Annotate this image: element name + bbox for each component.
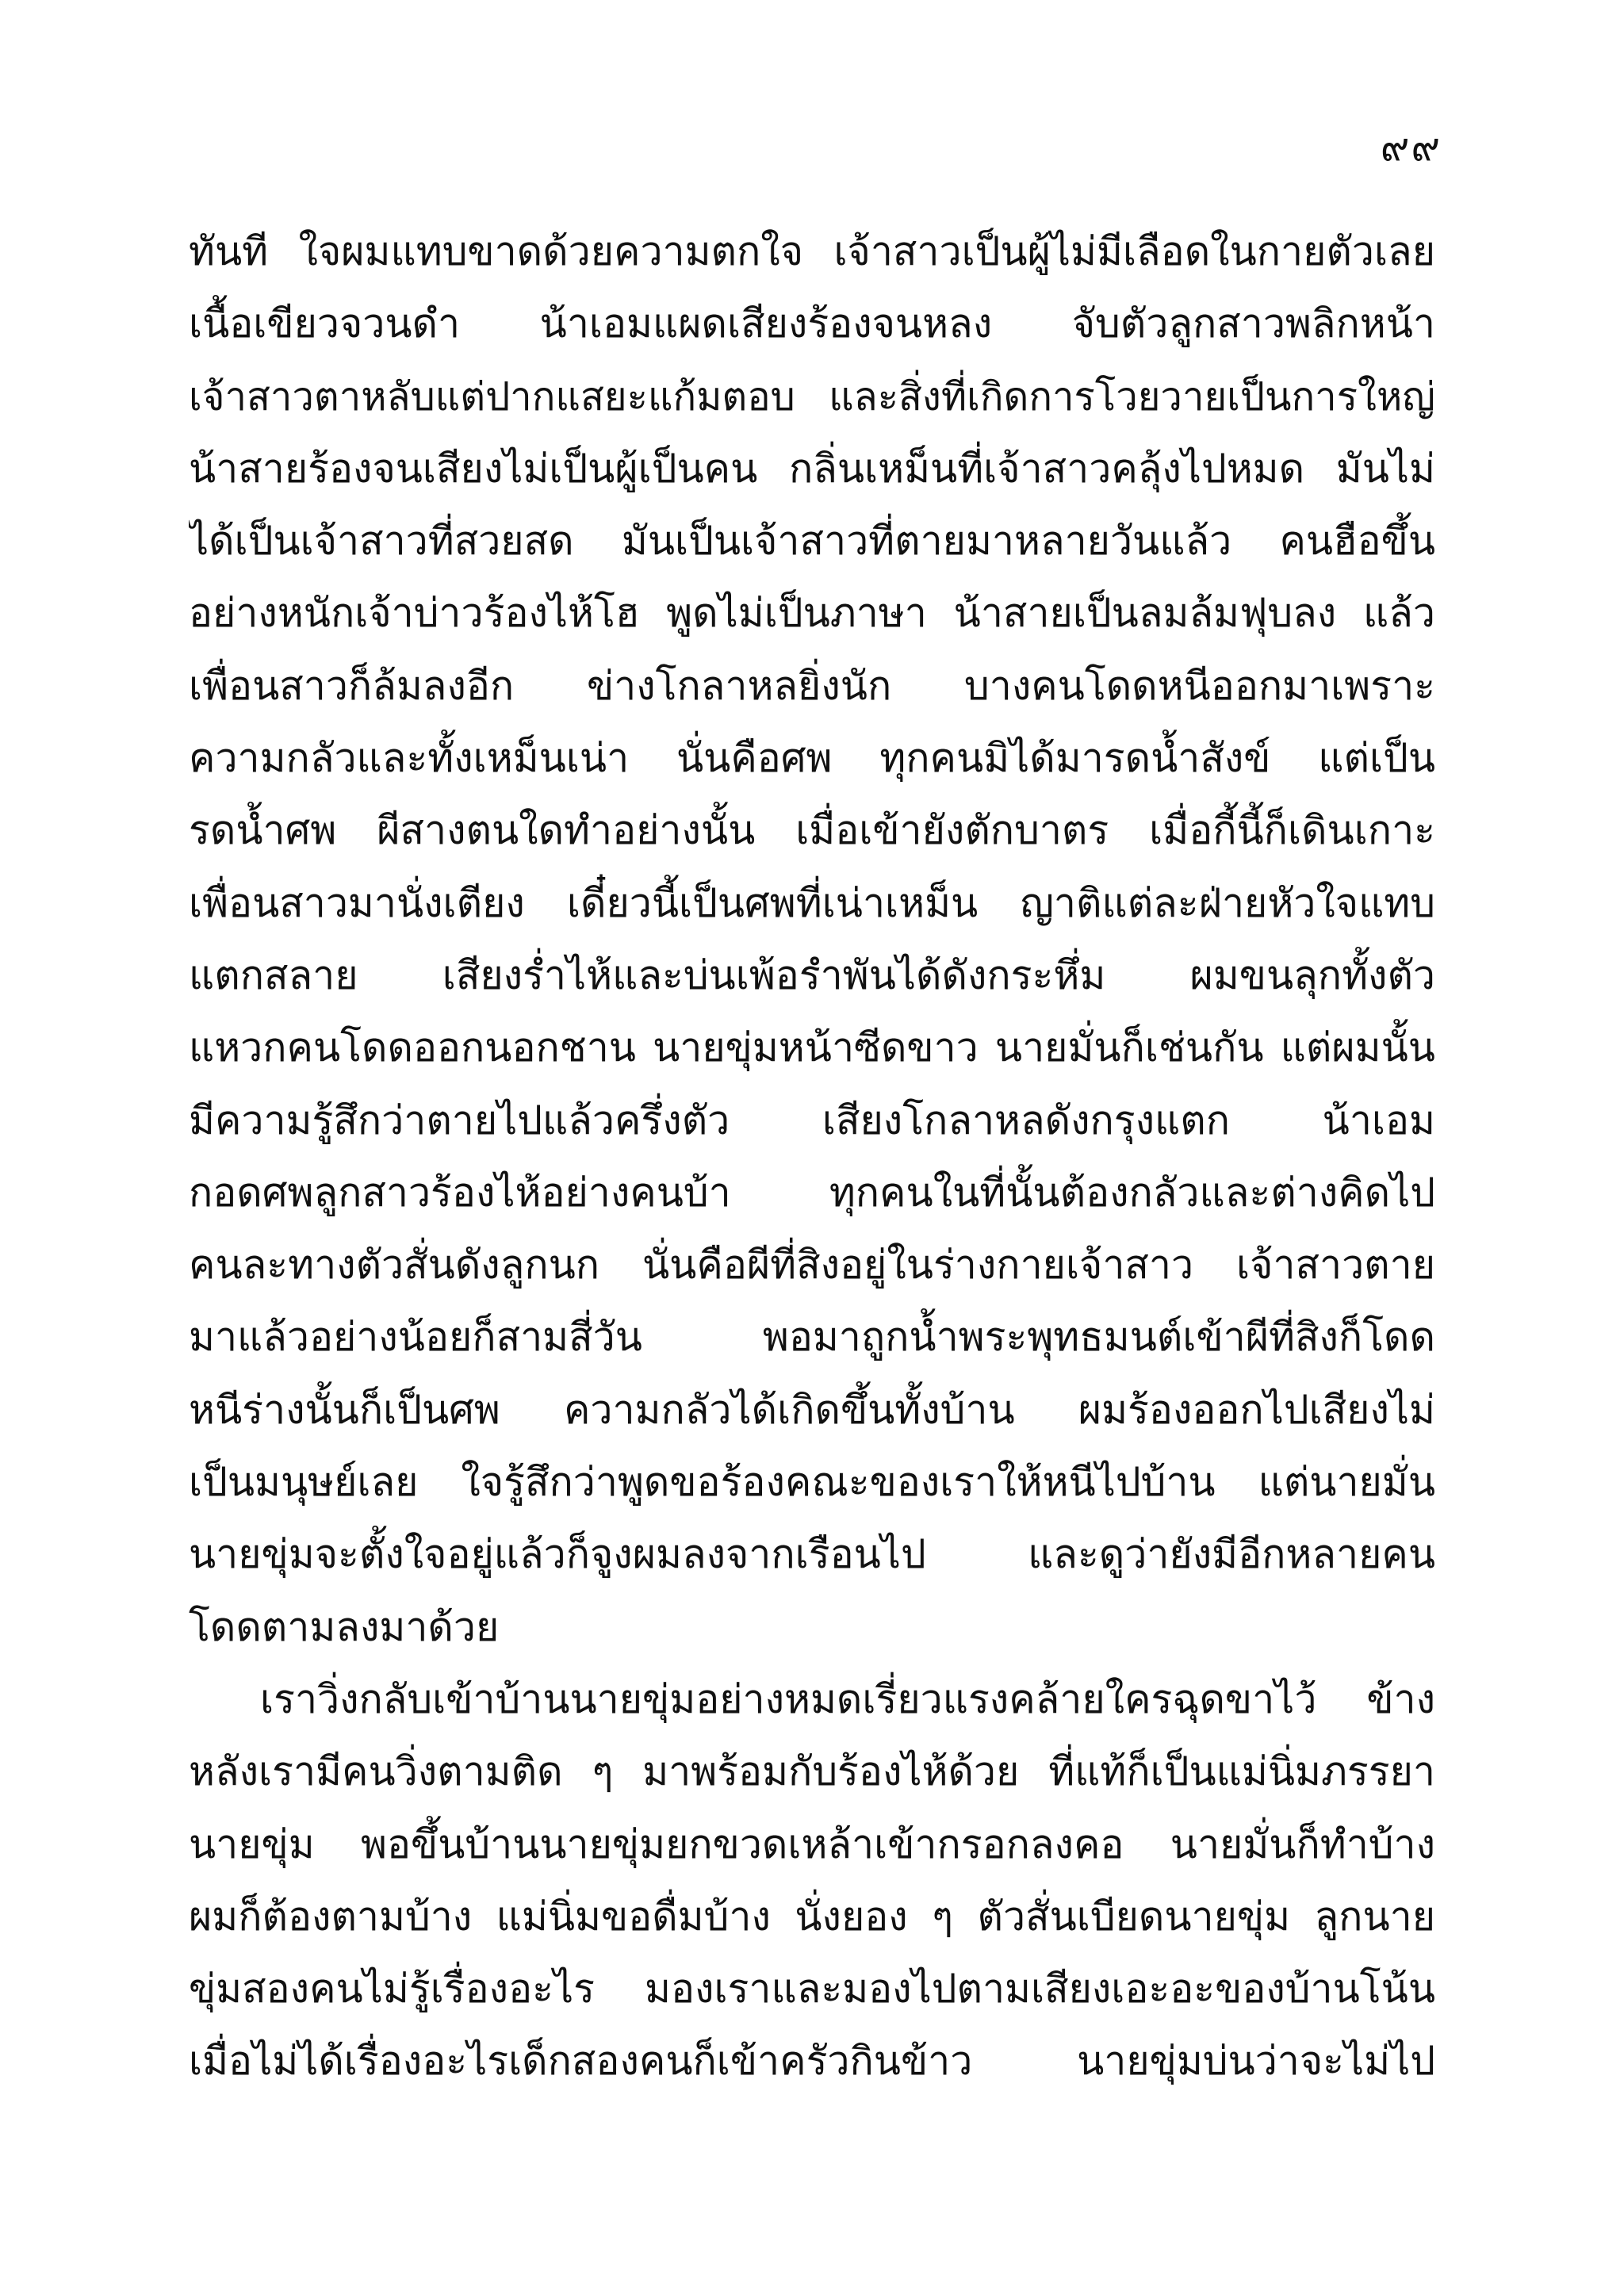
text-line: น้าสายร้องจนเสียงไม่เป็นผู้เป็นคน กลิ่นเหม็นที่เจ้าสาวคลุ้งไปหมด มันไม่: [189, 445, 1435, 492]
text-line: เมื่อไม่ได้เรื่องอะไรเด็กสองคนก็เข้าครัวกินข้าว นายขุ่มบ่นว่าจะไม่ไป: [189, 2038, 1435, 2085]
text-line: นายขุ่มจะตั้งใจอยู่แล้วก็จูงผมลงจากเรือนไป และดูว่ายังมีอีกหลายคน: [189, 1531, 1435, 1578]
text-line: เพื่อนสาวมานั่งเตียง เดี๋ยวนี้เป็นศพที่เน่าเหม็น ญาติแต่ละฝ่ายหัวใจแทบ: [189, 879, 1435, 926]
page-number: ๙๙: [1380, 124, 1442, 170]
body-text: [189, 216, 1435, 2098]
text-line: แหวกคนโดดออกนอกชาน นายขุ่มหน้าซีดขาว นายมั่นก็เช่นกัน แต่ผมนั้น: [189, 1024, 1435, 1071]
text-line: มาแล้วอย่างน้อยก็สามสี่วัน พอมาถูกน้ำพระพุทธมนต์เข้าผีที่สิงก็โดด: [189, 1314, 1435, 1361]
text-line: มีความรู้สึกว่าตายไปแล้วครึ่งตัว เสียงโกลาหลดังกรุงแตก น้าเอม: [189, 1097, 1435, 1143]
text-line: หลังเรามีคนวิ่งตามติด ๆ มาพร้อมกับร้องไห้ด้วย ที่แท้ก็เป็นแม่นิ่มภรรยา: [189, 1748, 1435, 1795]
text-line: รดน้ำศพ ผีสางตนใดทำอย่างนั้น เมื่อเข้ายังตักบาตร เมื่อกี้นี้ก็เดินเกาะ: [189, 807, 1435, 854]
text-line: กอดศพลูกสาวร้องไห้อย่างคนบ้า ทุกคนในที่นั้นต้องกลัวและต่างคิดไป: [189, 1169, 1435, 1216]
text-line: อย่างหนักเจ้าบ่าวร้องไห้โฮ พูดไม่เป็นภาษา น้าสายเป็นลมล้มฟุบลง แล้ว: [189, 590, 1435, 637]
text-line: เป็นมนุษย์เลย ใจรู้สึกว่าพูดขอร้องคณะของเราให้หนีไปบ้าน แต่นายมั่น: [189, 1459, 1435, 1506]
text-line: ขุ่มสองคนไม่รู้เรื่องอะไร มองเราและมองไปตามเสียงเอะอะของบ้านโน้น: [189, 1966, 1435, 2012]
text-line: หนีร่างนั้นก็เป็นศพ ความกลัวได้เกิดขึ้นทั้งบ้าน ผมร้องออกไปเสียงไม่: [189, 1386, 1435, 1433]
text-line: เพื่อนสาวก็ล้มลงอีก ข่างโกลาหลยิ่งนัก บางคนโดดหนีออกมาเพราะ: [189, 662, 1435, 709]
text-line: ผมก็ต้องตามบ้าง แม่นิ่มขอดื่มบ้าง นั่งยอง ๆ ตัวสั่นเบียดนายขุ่ม ลูกนาย: [189, 1893, 1435, 1940]
text-line: นายขุ่ม พอขึ้นบ้านนายขุ่มยกขวดเหล้าเข้ากรอกลงคอ นายมั่นก็ทำบ้าง: [189, 1821, 1435, 1867]
paragraph-first-line: เราวิ่งกลับเข้าบ้านนายขุ่มอย่างหมดเรี่ยวแรงคล้ายใครฉุดขาไว้ ข้าง: [260, 1675, 1435, 1722]
text-line: เจ้าสาวตาหลับแต่ปากแสยะแก้มตอบ และสิ่งที่เกิดการโวยวายเป็นการใหญ่: [189, 373, 1435, 419]
text-line: ได้เป็นเจ้าสาวที่สวยสด มันเป็นเจ้าสาวที่ตายมาหลายวันแล้ว คนฮือขึ้น: [189, 518, 1435, 565]
text-line: คนละทางตัวสั่นดังลูกนก นั่นคือผีที่สิงอยู่ในร่างกายเจ้าสาว เจ้าสาวตาย: [189, 1242, 1435, 1289]
text-line: ความกลัวและทั้งเหม็นเน่า นั่นคือศพ ทุกคนมิได้มารดน้ำสังข์ แต่เป็น: [189, 735, 1435, 782]
text-line: ทันที ใจผมแทบขาดด้วยความตกใจ เจ้าสาวเป็นผู้ไม่มีเลือดในกายตัวเลย: [189, 228, 1435, 274]
text-line: เนื้อเขียวจวนดำ น้าเอมแผดเสียงร้องจนหลง จับตัวลูกสาวพลิกหน้า: [189, 301, 1435, 347]
paragraph-end-line: โดดตามลงมาด้วย: [189, 1603, 500, 1650]
text-line: แตกสลาย เสียงร่ำไห้และบ่นเพ้อรำพันได้ดังกระหึ่ม ผมขนลุกทั้งตัว: [189, 952, 1435, 998]
